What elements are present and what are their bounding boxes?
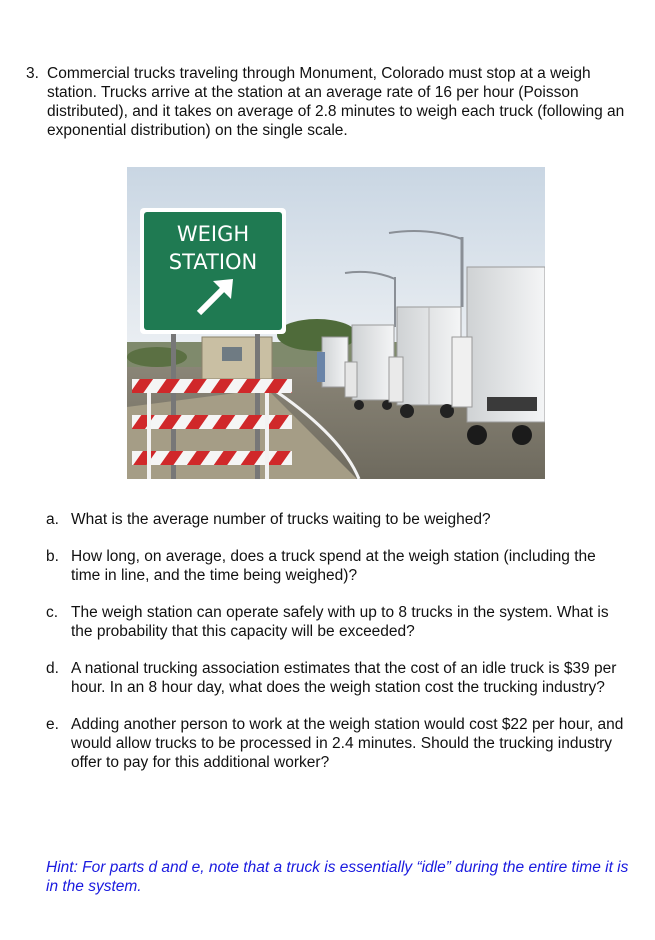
sign-line-1: WEIGH <box>176 222 250 246</box>
question-d <box>46 659 626 697</box>
question-a <box>46 510 626 529</box>
problem-statement <box>26 64 626 140</box>
question-letter: b. <box>46 548 59 565</box>
weigh-station-sign <box>140 208 286 334</box>
question-c <box>46 603 626 641</box>
question-text: Adding another person to work at the weigh station would cost $22 per hour, and would allow trucks to be processed in 2.4 minutes. Should the trucking industry offer to pay for this additional worker? <box>71 716 624 771</box>
question-letter: d. <box>46 660 59 677</box>
truck-4 <box>345 325 394 410</box>
question-e <box>46 715 626 772</box>
problem-number: 3. <box>26 65 39 82</box>
question-text: How long, on average, does a truck spend at the weigh station (including the time in line, and the time being weighed)? <box>71 548 596 584</box>
question-letter: a. <box>46 511 59 528</box>
question-b <box>46 547 626 585</box>
truck-3 <box>389 307 461 418</box>
problem-text: Commercial trucks traveling through Monument, Colorado must stop at a weigh station. Trucks arrive at the station at an average rate of 16 per hour (Poisson distributed), and it takes on average of 2.8 minutes to weigh each truck (following an exponential distribution) on the single scale. <box>47 65 625 139</box>
question-letter: c. <box>46 604 59 621</box>
question-text: The weigh station can operate safely with up to 8 trucks in the system. What is the probability that this capacity will be exceeded? <box>71 604 609 640</box>
truck-far <box>317 337 348 387</box>
question-text: A national trucking association estimates that the cost of an idle truck is $39 per hour. In an 8 hour day, what does the weigh station cost the trucking industry? <box>71 660 617 696</box>
question-letter: e. <box>46 716 59 733</box>
weigh-station-photo <box>127 167 545 479</box>
sign-line-2: STATION <box>168 250 258 274</box>
question-text: What is the average number of trucks waiting to be weighed? <box>71 511 491 528</box>
question-list <box>46 510 626 790</box>
hint-text: Hint: For parts d and e, note that a truck is essentially “idle” during the entire time it is in the system. <box>46 859 629 895</box>
